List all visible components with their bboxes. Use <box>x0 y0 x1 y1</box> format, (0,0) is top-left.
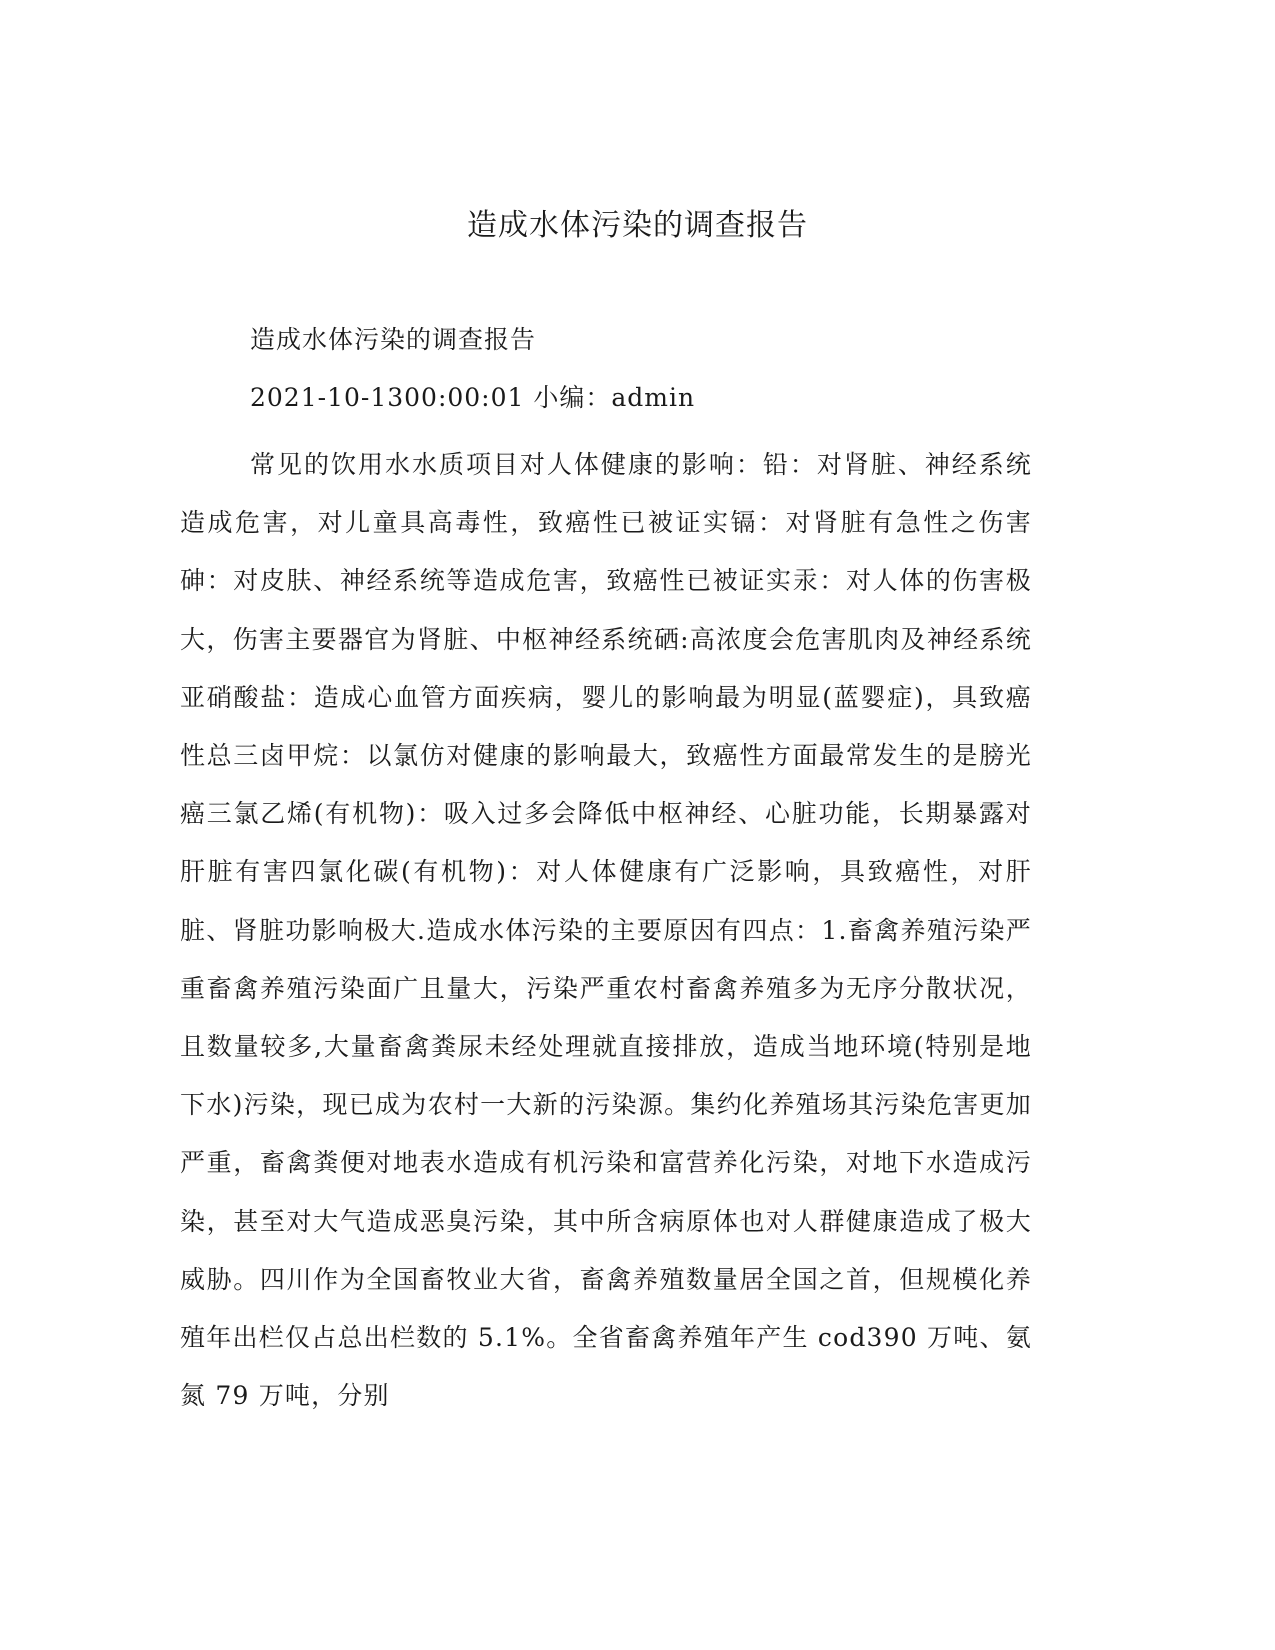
body-paragraph: 常见的饮用水水质项目对人体健康的影响：铅：对肾脏、神经系统造成危害，对儿童具高毒性，致癌性已被证实镉：对肾脏有急性之伤害砷：对皮肤、神经系统等造成危害，致癌性已被证实汞：对人体的伤害极大，伤害主要器官为肾脏、中枢神经系统硒:高浓度会危害肌肉及神经系统亚硝酸盐：造成心血管方面疾病，婴儿的影响最为明显(蓝婴症)，具致癌性总三卤甲烷：以氯仿对健康的影响最大，致癌性方面最常发生的是膀光癌三氯乙烯(有机物)：吸入过多会降低中枢神经、心脏功能，长期暴露对肝脏有害四氯化碳(有机物)：对人体健康有广泛影响，具致癌性，对肝脏、肾脏功影响极大.造成水体污染的主要原因有四点：1.畜禽养殖污染严重畜禽养殖污染面广且量大，污染严重农村畜禽养殖多为无序分散状况，且数量较多,大量畜禽粪尿未经处理就直接排放，造成当地环境(特别是地下水)污染，现已成为农村一大新的污染源。集约化养殖场其污染危害更加严重，畜禽粪便对地表水造成有机污染和富营养化污染，对地下水造成污染，甚至对大气造成恶臭污染，其中所含病原体也对人群健康造成了极大威胁。四川作为全国畜牧业大省，畜禽养殖数量居全国之首，但规模化养殖年出栏仅占总出栏数的 5.1%。全省畜禽养殖年产生 cod390 万吨、氨氮 79 万吨，分别 <box>180 450 1032 1411</box>
publish-dateline: 2021-10-1300:00:01 小编：admin <box>250 383 696 412</box>
document-title: 造成水体污染的调查报告 <box>467 208 808 243</box>
document-subtitle: 造成水体污染的调查报告 <box>250 325 537 354</box>
